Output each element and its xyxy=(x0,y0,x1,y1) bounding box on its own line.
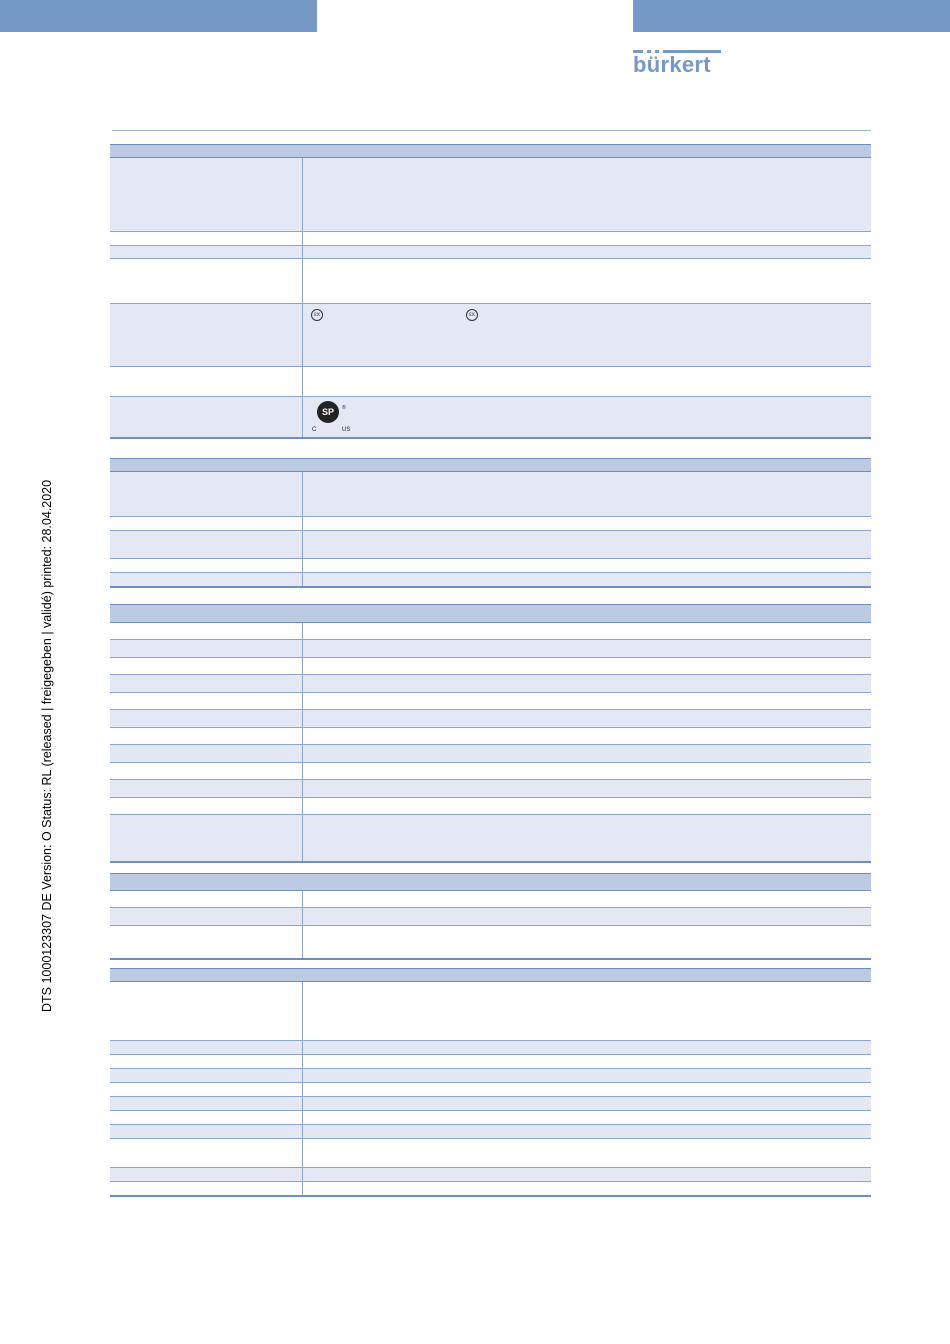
top-banner-right xyxy=(633,0,950,32)
table-row xyxy=(110,1097,871,1111)
table-row xyxy=(110,763,871,780)
table-row xyxy=(110,926,871,958)
csa-c-label: C xyxy=(312,427,317,433)
csa-us-label: US xyxy=(342,427,351,433)
table-row xyxy=(110,658,871,675)
section-header xyxy=(110,873,871,891)
table-row xyxy=(110,640,871,658)
table-row xyxy=(110,728,871,745)
explosion-protection-icon: εx xyxy=(311,309,323,321)
explosion-protection-icon: εx xyxy=(466,309,478,321)
table-row xyxy=(110,1041,871,1055)
top-banner-left xyxy=(0,0,317,32)
table-row xyxy=(110,472,871,517)
table-row xyxy=(110,367,871,397)
table-row xyxy=(110,1083,871,1097)
table-row xyxy=(110,1111,871,1125)
table-row xyxy=(110,559,871,573)
section-header xyxy=(110,604,871,623)
table-row xyxy=(110,517,871,531)
table-row xyxy=(110,745,871,763)
spec-section-5 xyxy=(110,968,871,1197)
table-row xyxy=(110,675,871,693)
spec-section-1 xyxy=(110,144,871,439)
table-row xyxy=(110,891,871,908)
spec-section-4 xyxy=(110,873,871,960)
table-row-csa xyxy=(110,397,871,437)
burkert-logo xyxy=(633,48,723,82)
table-row xyxy=(110,246,871,259)
spec-section-2 xyxy=(110,458,871,588)
table-row xyxy=(110,780,871,798)
table-row xyxy=(110,798,871,815)
table-row xyxy=(110,573,871,586)
section-header xyxy=(110,144,871,158)
table-row xyxy=(110,1182,871,1195)
table-row xyxy=(110,710,871,728)
table-row xyxy=(110,531,871,559)
top-rule xyxy=(112,130,871,131)
table-row xyxy=(110,1125,871,1139)
table-row xyxy=(110,693,871,710)
table-row xyxy=(110,982,871,1041)
table-row xyxy=(110,1069,871,1083)
table-row xyxy=(110,158,871,232)
csa-registered-mark: ® xyxy=(342,405,346,411)
brand-logo-text: bürkert xyxy=(633,52,711,77)
table-row xyxy=(110,1055,871,1069)
table-row xyxy=(110,232,871,246)
csa-certification-icon xyxy=(310,400,362,436)
table-row-ex-approval xyxy=(110,304,871,367)
spec-section-3 xyxy=(110,604,871,863)
section-header xyxy=(110,458,871,472)
csa-logo: SP xyxy=(317,401,339,423)
table-row xyxy=(110,623,871,640)
table-row xyxy=(110,1168,871,1182)
document-status-note: DTS 1000123307 DE Version: O Status: RL (released | freigegeben | validé) printed: 28.04.2020 xyxy=(40,479,54,1012)
table-row xyxy=(110,259,871,304)
section-header xyxy=(110,968,871,982)
table-row xyxy=(110,815,871,861)
table-row xyxy=(110,1139,871,1168)
table-row xyxy=(110,908,871,926)
